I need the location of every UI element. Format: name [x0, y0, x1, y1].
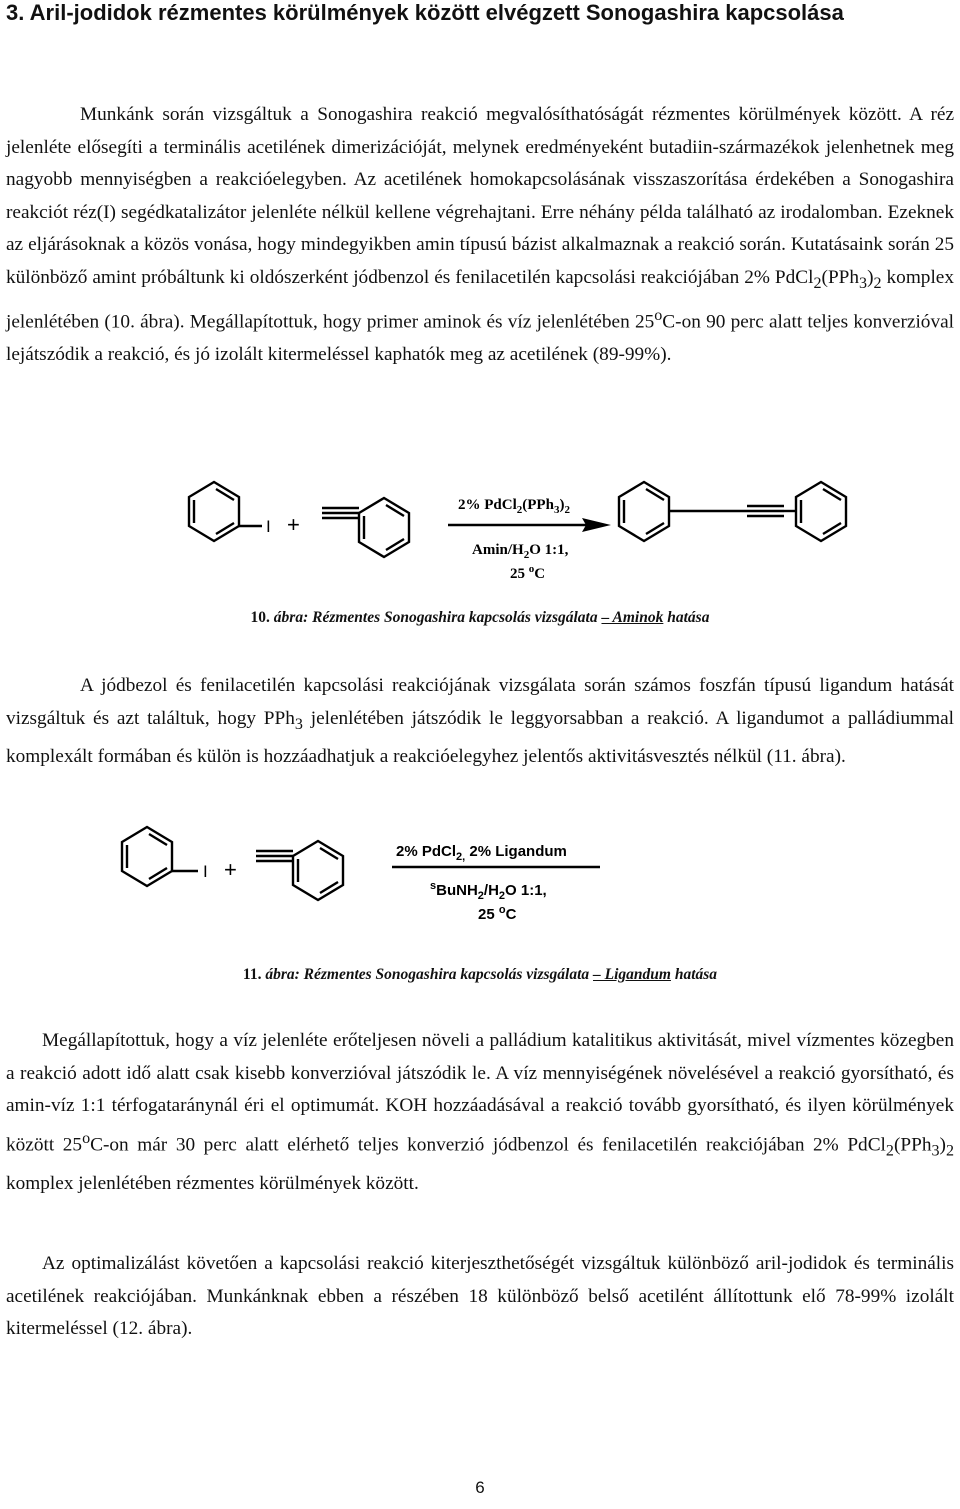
subscript: 2 [813, 274, 822, 292]
text-run: (PPh [522, 497, 554, 513]
text-run: komplex jelenlétében rézmentes körülmények között. [6, 1172, 419, 1194]
text-run: C [534, 566, 546, 582]
text-run: komplex jelenlétében (10. ábra). Megállapítottuk, hogy primer aminok és víz jelenlétében 25 [6, 266, 955, 333]
text-run: ) [559, 497, 565, 513]
plus-sign: + [224, 857, 237, 882]
text-run: O 1:1, [505, 882, 547, 899]
text-run: Az optimalizálást követően a kapcsolási reakció kiterjeszthetőségét vizsgáltuk különböző aril-jodidok és terminális acetilének reakciójában. Munkánknak ebben a részében 18 különböző belső acetilént állítottunk elő 78-99% izolált kitermeléssel (12. ábra). [6, 1253, 954, 1340]
text-run: Amin/H [472, 542, 524, 558]
iodine-atom-label: I [266, 517, 271, 536]
subscript: 2 [885, 1142, 894, 1160]
text-run: ) [939, 1134, 946, 1156]
benzene-ring-iodobenzene [122, 827, 172, 886]
iodine-atom-label: I [203, 862, 208, 881]
subscript: 2 [873, 274, 882, 292]
text-run: 2% PdCl [458, 497, 517, 513]
text-run: Megállapítottuk, hogy a víz jelenléte erőteljesen növeli a palládium katalitikus aktivitását, mivel vízmentes közegben a reakció adott idő alatt csak kisebb konverzióval játszódik le. A víz mennyiségének növelésével a reakció gyorsítható, és amin-víz 1:1 térfogataránynál éri el optimumát. KOH hozzáadásával a reakció tovább gyorsítható, és ilyen körülmények között 25 [6, 1030, 954, 1156]
subscript: 2 [564, 504, 570, 516]
benzene-ring-phenylacetylene [293, 841, 343, 900]
text-run: /H [483, 882, 499, 899]
text-run: BuNH [436, 882, 478, 899]
figure-caption-10 [0, 609, 960, 627]
alkyne-triple-bond [322, 508, 359, 518]
text-run: (PPh [893, 1134, 932, 1156]
superscript: o [654, 307, 663, 325]
superscript: o [82, 1129, 91, 1147]
subscript: 3 [294, 715, 303, 733]
reaction-scheme-ligands [0, 830, 960, 930]
paragraph-1 [6, 99, 954, 372]
text-run: jelenlétében játszódik le leggyorsabban a reakció. A ligandumot a palládiummal komplexált formában és külön is hozzáadhatjuk a reakcióelegyhez jelentős aktivitásvesztés nélkül (11. ábra). [6, 707, 955, 768]
subscript: 2 [498, 890, 506, 902]
text-run: 2% Ligandum [465, 843, 567, 860]
alkyne-triple-bond [256, 851, 293, 861]
text-run: 25 [478, 906, 499, 923]
figure-caption-11 [0, 966, 960, 984]
subscript: 2 [945, 1142, 954, 1160]
caption-text: ábra: Rézmentes Sonogashira kapcsolás vizsgálata [261, 966, 594, 983]
text-run: C-on már 30 perc alatt elérhető teljes konverzió jódbenzol és fenilacetilén reakciójában 2% PdCl [90, 1134, 886, 1156]
solvent-condition [430, 880, 547, 902]
benzene-ring-product-left [619, 482, 669, 541]
text-run: C [505, 906, 517, 923]
benzene-ring-phenylacetylene [359, 498, 409, 557]
product-triple-bond [747, 506, 784, 516]
caption-underlined-text: – Aminok [601, 609, 664, 626]
subscript: 3 [859, 274, 868, 292]
figure-number: 11. [242, 966, 262, 983]
figure-number: 10. [250, 609, 270, 626]
text-run: 25 [510, 566, 529, 582]
subscript: 2, [456, 851, 466, 863]
superscript: s [430, 880, 437, 892]
paragraph-3 [6, 1025, 954, 1200]
benzene-ring-iodobenzene [189, 482, 239, 541]
catalyst-condition [458, 497, 570, 516]
caption-text-end: hatása [663, 609, 710, 626]
text-run: (PPh [821, 266, 860, 288]
subscript: 2 [477, 890, 484, 902]
temperature-condition [510, 563, 545, 582]
section-heading: 3. Aril-jodidok rézmentes körülmények között elvégzett Sonogashira kapcsolása [6, 0, 844, 25]
solvent-condition [472, 542, 569, 561]
text-run: O 1:1, [529, 542, 569, 558]
page-number: 6 [475, 1478, 485, 1497]
subscript: 3 [931, 1142, 940, 1160]
text-run: A jódbezol és fenilacetilén kapcsolási reakciójának vizsgálata során számos foszfán típusú ligandum hatását vizsgáltuk és azt találtuk, hogy PPh [6, 675, 954, 729]
text-run: ) [867, 266, 874, 288]
caption-text-end: hatása [670, 966, 718, 983]
text-run: Munkánk során vizsgáltuk a Sonogashira reakció megvalósíthatóságát rézmentes körülmények között. A réz jelenléte elősegíti a terminális acetilének dimerizációját, melynek eredményeként butadiin-származékok jelenhetnek meg nagyobb mennyiségben a reakcióelegyben. Az acetilének homokapcsolásának visszaszorítása érdekében a Sonogashira reakciót réz(I) segédkatalizátor jelenléte nélkül kellene végrehajtani. Erre néhány példa található az irodalomban. Ezeknek az eljárásoknak a közös vonása, hogy mindegyikben amin típusú bázist alkalmaznak a reakció során. Kutatásaink során 25 különböző amint próbáltunk ki oldószerként jódbenzol és fenilacetilén kapcsolási reakciójában 2% PdCl [6, 104, 954, 288]
catalyst-ligand-condition [396, 843, 567, 863]
paragraph-4 [6, 1248, 954, 1346]
plus-sign: + [287, 512, 300, 537]
subscript: 2 [523, 549, 530, 561]
superscript: o [528, 563, 535, 575]
caption-underlined-text: – Ligandum [593, 966, 671, 983]
subscript: 3 [553, 504, 560, 516]
text-run: C-on 90 perc alatt teljes konverzióval lejátszódik a reakció, és jó izolált kitermeléssel kaphatók meg az acetilének (89-99%). [6, 311, 954, 366]
benzene-ring-product-right [796, 482, 846, 541]
temperature-condition [478, 904, 517, 923]
text-run: 2% PdCl [396, 843, 457, 860]
caption-text: ábra: Rézmentes Sonogashira kapcsolás vizsgálata [269, 609, 602, 626]
subscript: 2 [516, 504, 523, 516]
superscript: o [498, 904, 506, 916]
reaction-arrow-head [582, 518, 611, 532]
paragraph-2 [6, 670, 954, 774]
reaction-scheme-amines [0, 480, 960, 615]
